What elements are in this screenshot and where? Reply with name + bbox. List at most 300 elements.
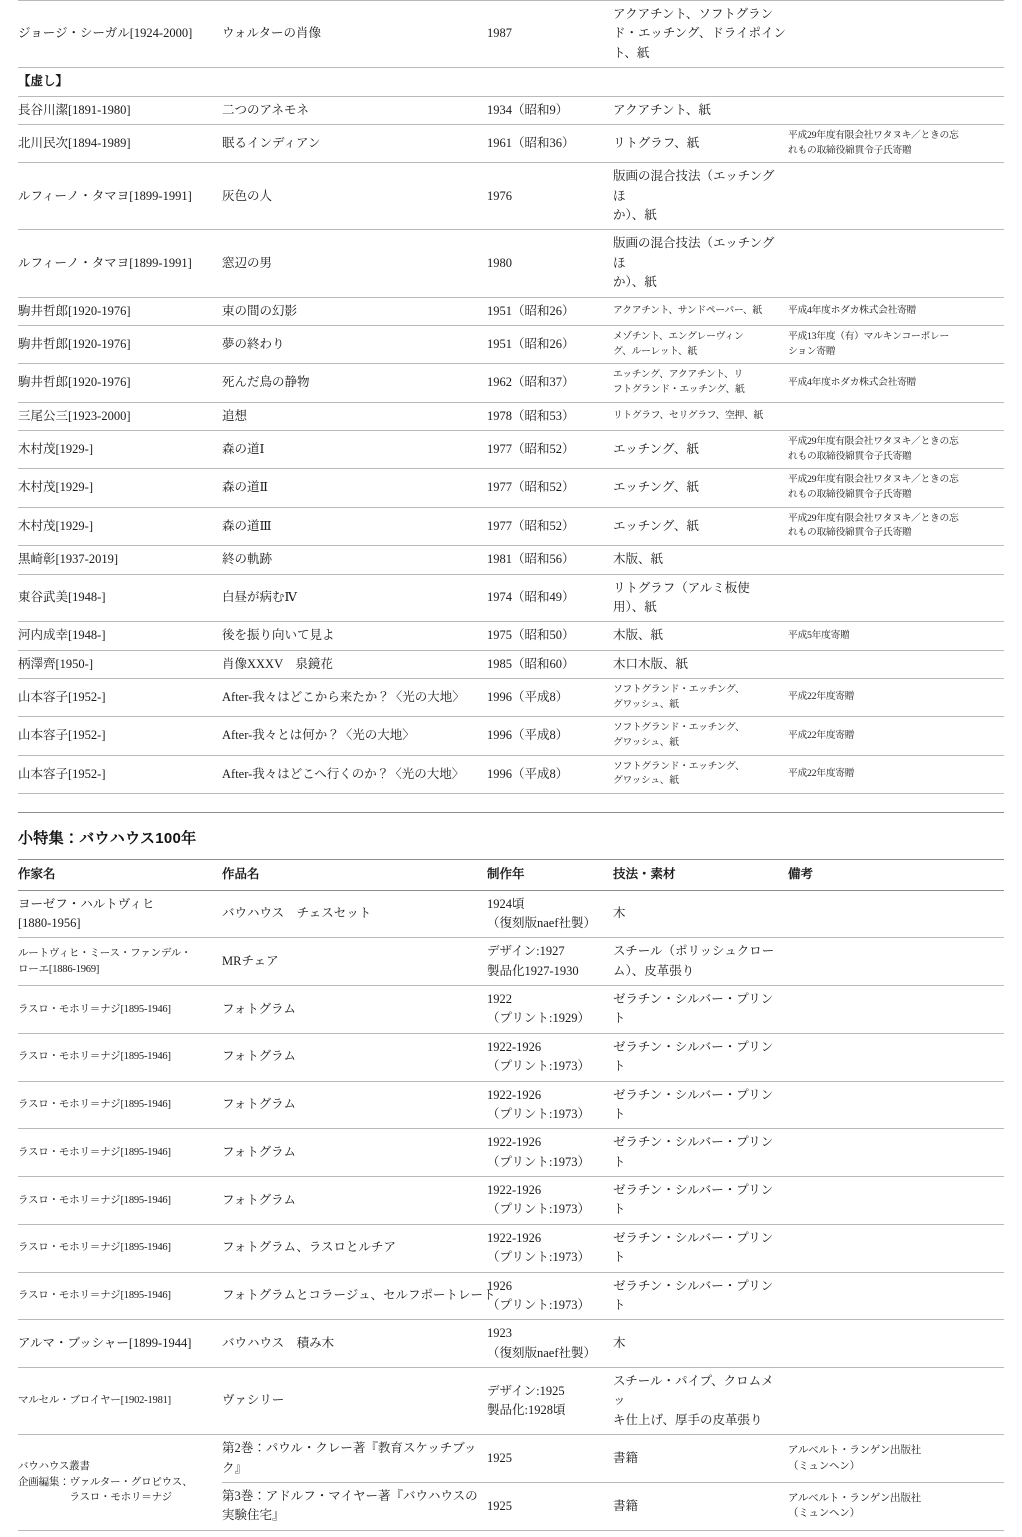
cell-tech (613, 1129, 788, 1177)
cell-title: 第3巻：アドルフ・マイヤー著『バウハウスの 実験住宅』 (222, 1488, 478, 1523)
cell-title: フォトグラム (222, 1001, 297, 1016)
cell-note (788, 717, 1004, 755)
cell-artist: アルマ・ブッシャー[1899-1944] (18, 1335, 192, 1350)
cell-artist (18, 622, 222, 650)
cell-tech: 木 (613, 906, 626, 921)
cell-tech: ソフトグランド・エッチング、 グワッシュ、紙 (613, 760, 745, 787)
cell-title (222, 507, 487, 545)
cell-year: 1978（昭和53） (487, 408, 575, 423)
cell-artist (18, 1320, 222, 1368)
cell-artist (18, 325, 222, 363)
cell-tech (613, 650, 788, 678)
cell-note (788, 1224, 1004, 1272)
cell-artist (18, 986, 222, 1034)
table-row[interactable] (18, 650, 1004, 678)
cell-artist: バウハウス叢書 企画編集：ヴァルター・グロピウス、 ラスロ・モホリ＝ナジ (18, 1460, 193, 1504)
cell-artist: 柄澤齊[1950-] (18, 656, 93, 671)
cell-title (222, 1224, 487, 1272)
table-row[interactable] (18, 890, 1004, 938)
cell-note (788, 650, 1004, 678)
cell-artist: 木村茂[1929-] (18, 518, 93, 533)
cell-artist (18, 297, 222, 325)
cell-year (487, 546, 613, 574)
cell-tech (613, 1033, 788, 1081)
cell-title (222, 938, 487, 986)
cell-year: 1981（昭和56） (487, 552, 575, 567)
cell-year (487, 402, 613, 430)
cell-year: 1922-1926 （プリント:1973） (487, 1135, 590, 1169)
cell-title: フォトグラム (222, 1097, 297, 1112)
cell-year (487, 890, 613, 938)
table-row[interactable] (18, 986, 1004, 1034)
cell-year: 1926 （プリント:1973） (487, 1278, 590, 1312)
table-row[interactable] (18, 1129, 1004, 1177)
cell-title: 白昼が病むⅣ (222, 590, 297, 605)
cell-tech: エッチング、紙 (613, 518, 699, 533)
cell-title (222, 755, 487, 793)
cell-year: 1923 （復刻版naef社製） (487, 1326, 597, 1360)
cell-title (222, 230, 487, 297)
table-row[interactable] (18, 755, 1004, 793)
cell-title: After-我々はどこへ行くのか？〈光の大地〉 (222, 766, 465, 781)
cell-tech: ゼラチン・シルバー・プリン ト (613, 1278, 774, 1312)
cell-title (222, 1368, 487, 1435)
cell-title: ヴァシリー (222, 1393, 285, 1408)
column-header-3: 技法・素材 (613, 860, 788, 890)
cell-year: 1924頃 （復刻版naef社製） (487, 896, 597, 930)
cell-tech: エッチング、紙 (613, 442, 699, 456)
table-row[interactable] (18, 124, 1004, 162)
table-row[interactable] (18, 679, 1004, 717)
cell-tech (613, 96, 788, 124)
cell-title: フォトグラム (222, 1192, 297, 1207)
collection-table-part1 (18, 0, 1004, 794)
cell-tech: リトグラフ、紙 (613, 135, 700, 150)
cell-tech: 版画の混合技法（エッチングほ か）、紙 (613, 169, 775, 222)
cell-artist (18, 124, 222, 162)
cell-title (222, 986, 487, 1034)
cell-title: バウハウス 積み木 (222, 1335, 335, 1350)
cell-artist: ラスロ・モホリ＝ナジ[1895-1946] (18, 1051, 171, 1063)
cell-year: 1951（昭和26） (487, 336, 575, 351)
table-row[interactable] (18, 230, 1004, 297)
cell-year (487, 325, 613, 363)
cell-artist (18, 650, 222, 678)
cell-note: 平成22年度寄贈 (788, 729, 855, 741)
cell-tech: メゾチント、エングレーヴィン グ、ルーレット、紙 (613, 330, 744, 357)
cell-year: 1974（昭和49） (487, 590, 575, 605)
table-row[interactable] (18, 546, 1004, 574)
cell-title (222, 1, 487, 68)
cell-year: 1922-1926 （プリント:1973） (487, 1183, 590, 1217)
cell-tech: 木口木版、紙 (613, 656, 689, 671)
cell-year (487, 96, 613, 124)
cell-title: After-我々はどこから来たか？〈光の大地〉 (222, 690, 465, 704)
cell-year: 1996（平成8） (487, 728, 569, 743)
cell-title: 肖像XXXV 泉鏡花 (222, 656, 333, 671)
cell-artist: ラスロ・モホリ＝ナジ[1895-1946] (18, 1242, 171, 1254)
table-row[interactable] (18, 622, 1004, 650)
table-header-row (18, 860, 1004, 890)
cell-year: 1977（昭和52） (487, 480, 575, 495)
cell-year: 1961（昭和36） (487, 135, 575, 150)
cell-title (222, 1033, 487, 1081)
cell-tech: ゼラチン・シルバー・プリン ト (613, 992, 774, 1026)
cell-artist: ラスロ・モホリ＝ナジ[1895-1946] (18, 1003, 171, 1015)
cell-tech (613, 546, 788, 574)
cell-year: 1925 (487, 1450, 512, 1465)
cell-title: 後を振り向いて見よ (222, 628, 335, 643)
cell-artist: 木村茂[1929-] (18, 480, 93, 495)
cell-artist (18, 679, 222, 717)
cell-artist (18, 402, 222, 430)
cell-artist: ルフィーノ・タマヨ[1899-1991] (18, 255, 192, 270)
cell-note (788, 622, 1004, 650)
cell-tech: 書籍 (613, 1450, 639, 1465)
cell-note: 平成22年度寄贈 (788, 691, 855, 703)
cell-tech (613, 890, 788, 938)
table-row[interactable] (18, 297, 1004, 325)
cell-year (487, 230, 613, 297)
cell-title (222, 1320, 487, 1368)
cell-note (788, 1129, 1004, 1177)
cell-note: 平成13年度（有）マルキンコーポレー ション寄贈 (788, 330, 950, 357)
cell-tech (613, 1, 788, 68)
cell-title (222, 325, 487, 363)
cell-tech: ゼラチン・シルバー・プリン ト (613, 1135, 774, 1169)
cell-tech: ゼラチン・シルバー・プリン ト (613, 1087, 774, 1121)
table-row[interactable] (18, 1368, 1004, 1435)
cell-note (788, 1177, 1004, 1225)
cell-artist: ラスロ・モホリ＝ナジ[1895-1946] (18, 1290, 171, 1301)
table-row[interactable] (18, 163, 1004, 230)
cell-note (788, 124, 1004, 162)
cell-tech (613, 1435, 788, 1483)
cell-title: 窓辺の男 (222, 255, 273, 270)
cell-artist: ラスロ・モホリ＝ナジ[1895-1946] (18, 1099, 171, 1110)
cell-tech (613, 679, 788, 717)
cell-tech: 木 (613, 1335, 626, 1350)
cell-title: 束の間の幻影 (222, 303, 298, 318)
cell-note (788, 1033, 1004, 1081)
cell-year: デザイン:1925 製品化:1928頃 (487, 1383, 566, 1418)
cell-title (222, 1435, 487, 1483)
cell-year (487, 938, 613, 986)
cell-artist (18, 1033, 222, 1081)
cell-year (487, 755, 613, 793)
cell-title (222, 96, 487, 124)
table-row[interactable] (18, 1081, 1004, 1129)
cell-note (788, 507, 1004, 545)
cell-title (222, 469, 487, 507)
cell-artist (18, 96, 222, 124)
cell-tech (613, 163, 788, 230)
cell-tech (613, 1368, 788, 1435)
table-row[interactable] (18, 717, 1004, 755)
cell-year (487, 574, 613, 622)
table-row[interactable] (18, 938, 1004, 986)
cell-title (222, 574, 487, 622)
cell-note (788, 96, 1004, 124)
cell-artist (18, 1, 222, 68)
cell-title: ウォルターの肖像 (222, 26, 322, 41)
cell-note: 平成4年度ホダカ株式会社寄贈 (788, 304, 917, 316)
cell-tech (613, 364, 788, 402)
cell-tech: エッチング、アクアチント、リ フトグランド・エッチング、紙 (613, 369, 745, 395)
cell-year: 1976 (487, 188, 512, 203)
cell-artist (18, 574, 222, 622)
cell-note (788, 938, 1004, 986)
table-row[interactable] (18, 96, 1004, 124)
cell-note: 平成22年度寄贈 (788, 768, 855, 780)
cell-title: バウハウス チェスセット (222, 906, 372, 921)
cell-year (487, 507, 613, 545)
cell-year (487, 679, 613, 717)
cell-artist (18, 1368, 222, 1435)
cell-artist: ジョージ・シーガル[1924-2000] (18, 26, 193, 41)
cell-year: 1922-1926 （プリント:1973） (487, 1039, 590, 1074)
cell-note (788, 325, 1004, 363)
cell-year (487, 1129, 613, 1177)
column-header-1: 作品名 (222, 860, 487, 890)
cell-note (788, 364, 1004, 402)
cell-artist: マルセル・ブロイヤー[1902-1981] (18, 1395, 171, 1407)
cell-tech: アクアチント、サンドペーパー、紙 (613, 304, 762, 316)
cell-tech: アクアチント、ソフトグラン ド・エッチング、ドライポイン ト、紙 (613, 7, 787, 60)
cell-year (487, 1482, 613, 1530)
cell-tech: 版画の混合技法（エッチングほ か）、紙 (613, 236, 775, 290)
cell-note: 平成29年度有限会社ワタヌキ／ときの忘 れもの取締役綿貫令子氏寄贈 (788, 129, 959, 156)
cell-year: 1951（昭和26） (487, 303, 575, 318)
cell-tech: ソフトグランド・エッチング、 グワッシュ、紙 (613, 722, 745, 749)
cell-title (222, 1081, 487, 1129)
cell-tech: 木版、紙 (613, 628, 664, 643)
cell-tech (613, 297, 788, 325)
cell-title (222, 297, 487, 325)
cell-year (487, 1033, 613, 1081)
cell-title (222, 124, 487, 162)
cell-title: 森の道Ⅰ (222, 442, 265, 456)
cell-tech (613, 1177, 788, 1225)
cell-year (487, 1320, 613, 1368)
cell-year (487, 650, 613, 678)
cell-tech (613, 1320, 788, 1368)
cell-title (222, 1177, 487, 1225)
cell-artist (18, 1177, 222, 1225)
section-band-row (18, 68, 1004, 96)
table-row[interactable] (18, 574, 1004, 622)
section-title-bauhaus: 小特集：バウハウス100年 (18, 830, 197, 848)
cell-title: 追想 (222, 408, 248, 423)
cell-title: After-我々とは何か？〈光の大地〉 (222, 728, 415, 743)
cell-year: 1925 (487, 1498, 512, 1513)
cell-tech: ゼラチン・シルバー・プリン ト (613, 1230, 774, 1265)
cell-year: 1996（平成8） (487, 690, 569, 704)
cell-artist (18, 1435, 222, 1531)
cell-tech: 書籍 (613, 1498, 639, 1513)
cell-artist (18, 469, 222, 507)
cell-year (487, 622, 613, 650)
cell-note: 平成29年度有限会社ワタヌキ／ときの忘 れもの取締役綿貫令子氏寄贈 (788, 474, 959, 501)
cell-tech: ソフトグランド・エッチング、 グワッシュ、紙 (613, 684, 745, 710)
table-row[interactable] (18, 1033, 1004, 1081)
cell-year: 1977（昭和52） (487, 518, 575, 533)
cell-title: 夢の終わり (222, 336, 285, 351)
cell-title (222, 679, 487, 717)
cell-artist: ルートヴィヒ・ミース・ファンデル・ ローエ[1886-1969] (18, 947, 192, 975)
cell-tech (613, 1482, 788, 1530)
cell-title: 二つのアネモネ (222, 102, 310, 117)
cell-year (487, 163, 613, 230)
cell-title (222, 431, 487, 469)
cell-artist: 木村茂[1929-] (18, 442, 93, 456)
cell-tech (613, 431, 788, 469)
cell-artist: 長谷川潔[1891-1980] (18, 102, 131, 117)
table-row[interactable] (18, 1, 1004, 68)
cell-tech (613, 1224, 788, 1272)
cell-tech: スチール・パイプ、クロムメッ キ仕上げ、厚手の皮革張り (613, 1374, 774, 1427)
cell-tech: リトグラフ（アルミ板使 用）、紙 (613, 580, 750, 614)
cell-note (788, 230, 1004, 297)
cell-tech (613, 402, 788, 430)
cell-artist (18, 1081, 222, 1129)
table-row[interactable] (18, 1224, 1004, 1272)
cell-artist (18, 938, 222, 986)
cell-note: 平成29年度有限会社ワタヌキ／ときの忘 れもの取締役綿貫令子氏寄贈 (788, 436, 959, 462)
cell-title: 死んだ鳥の静物 (222, 375, 310, 390)
cell-note (788, 1320, 1004, 1368)
cell-title (222, 546, 487, 574)
cell-tech: ゼラチン・シルバー・プリン ト (613, 1183, 774, 1217)
cell-note (788, 1272, 1004, 1320)
table-row[interactable] (18, 402, 1004, 430)
cell-title (222, 1272, 496, 1320)
cell-artist: ルフィーノ・タマヨ[1899-1991] (18, 188, 192, 203)
cell-note (788, 469, 1004, 507)
cell-tech (613, 230, 788, 297)
cell-title: フォトグラム (222, 1144, 297, 1159)
table-row[interactable] (18, 469, 1004, 507)
table-row[interactable] (18, 364, 1004, 402)
cell-tech (613, 986, 788, 1034)
cell-artist: 河内成幸[1948-] (18, 628, 106, 643)
cell-year: デザイン:1927 製品化1927-1930 (487, 944, 579, 978)
cell-artist: ラスロ・モホリ＝ナジ[1895-1946] (18, 1194, 171, 1206)
page-bottom-spacer (0, 1531, 1022, 1537)
cell-year (487, 1224, 613, 1272)
cell-year: 1996（平成8） (487, 766, 569, 781)
cell-title: 終の軌跡 (222, 552, 273, 567)
cell-title: フォトグラムとコラージュ、セルフポートレート (222, 1288, 496, 1303)
cell-note: 平成5年度寄贈 (788, 629, 850, 641)
table-row[interactable] (18, 325, 1004, 363)
cell-note: 平成4年度ホダカ株式会社寄贈 (788, 376, 917, 388)
cell-tech (613, 717, 788, 755)
cell-note (788, 1368, 1004, 1435)
cell-artist: 北川民次[1894-1989] (18, 135, 131, 150)
cell-year: 1987 (487, 26, 512, 41)
cell-artist: 山本容子[1952-] (18, 766, 106, 781)
cell-tech (613, 507, 788, 545)
cell-title (222, 163, 487, 230)
cell-title: 眠るインディアン (222, 135, 321, 150)
table-gap (0, 794, 1022, 812)
cell-year: 1985（昭和60） (487, 656, 575, 671)
cell-title: 森の道Ⅱ (222, 480, 268, 495)
cell-year: 1922-1926 （プリント:1973） (487, 1087, 590, 1121)
cell-tech (613, 469, 788, 507)
table-row[interactable] (18, 1272, 1004, 1320)
cell-tech (613, 938, 788, 986)
cell-title (222, 717, 487, 755)
cell-title (222, 402, 487, 430)
cell-note (788, 431, 1004, 469)
cell-note: 平成29年度有限会社ワタヌキ／ときの忘 れもの取締役綿貫令子氏寄贈 (788, 512, 959, 539)
cell-artist: 東谷武美[1948-] (18, 590, 106, 605)
cell-note (788, 1435, 1004, 1483)
cell-year: 1975（昭和50） (487, 628, 575, 643)
cell-title: 森の道Ⅲ (222, 518, 272, 533)
cell-artist: 山本容子[1952-] (18, 728, 106, 743)
table-row[interactable] (18, 431, 1004, 469)
cell-artist (18, 546, 222, 574)
table-row[interactable] (18, 1177, 1004, 1225)
cell-year (487, 1272, 613, 1320)
cell-tech: リトグラフ、セリグラフ、空押、紙 (613, 409, 763, 421)
cell-year (487, 431, 613, 469)
cell-title (222, 1129, 487, 1177)
cell-title: フォトグラム、ラスロとルチア (222, 1240, 397, 1255)
cell-title: 第2巻：パウル・クレー著『教育スケッチブッ ク』 (222, 1441, 477, 1475)
cell-year (487, 1081, 613, 1129)
cell-year: 1922 （プリント:1929） (487, 992, 590, 1026)
cell-artist: ラスロ・モホリ＝ナジ[1895-1946] (18, 1146, 171, 1158)
section-band-label: 【虚し】 (18, 68, 1004, 96)
cell-note (788, 1482, 1004, 1530)
cell-artist: 駒井哲郎[1920-1976] (18, 375, 131, 390)
cell-note (788, 986, 1004, 1034)
cell-year: 1980 (487, 255, 512, 270)
cell-title: 灰色の人 (222, 188, 273, 203)
column-header-4: 備考 (788, 860, 1004, 890)
cell-year (487, 1, 613, 68)
cell-tech: ゼラチン・シルバー・プリン ト (613, 1039, 774, 1074)
cell-artist (18, 230, 222, 297)
cell-note (788, 574, 1004, 622)
column-header-2: 制作年 (487, 860, 613, 890)
cell-tech (613, 755, 788, 793)
column-header-0: 作家名 (18, 860, 222, 890)
cell-title: MRチェア (222, 953, 279, 968)
collection-table-bauhaus (18, 859, 1004, 1531)
cell-artist (18, 1272, 222, 1320)
cell-title (222, 650, 487, 678)
table-row[interactable] (18, 507, 1004, 545)
cell-tech: 木版、紙 (613, 552, 664, 567)
cell-artist (18, 431, 222, 469)
cell-artist (18, 1224, 222, 1272)
cell-note (788, 163, 1004, 230)
table-row[interactable] (18, 1320, 1004, 1368)
cell-year (487, 1177, 613, 1225)
cell-artist (18, 507, 222, 545)
cell-year (487, 986, 613, 1034)
cell-note (788, 297, 1004, 325)
cell-artist (18, 717, 222, 755)
table-row[interactable] (18, 1435, 1004, 1483)
cell-year (487, 1368, 613, 1435)
cell-title (222, 364, 487, 402)
